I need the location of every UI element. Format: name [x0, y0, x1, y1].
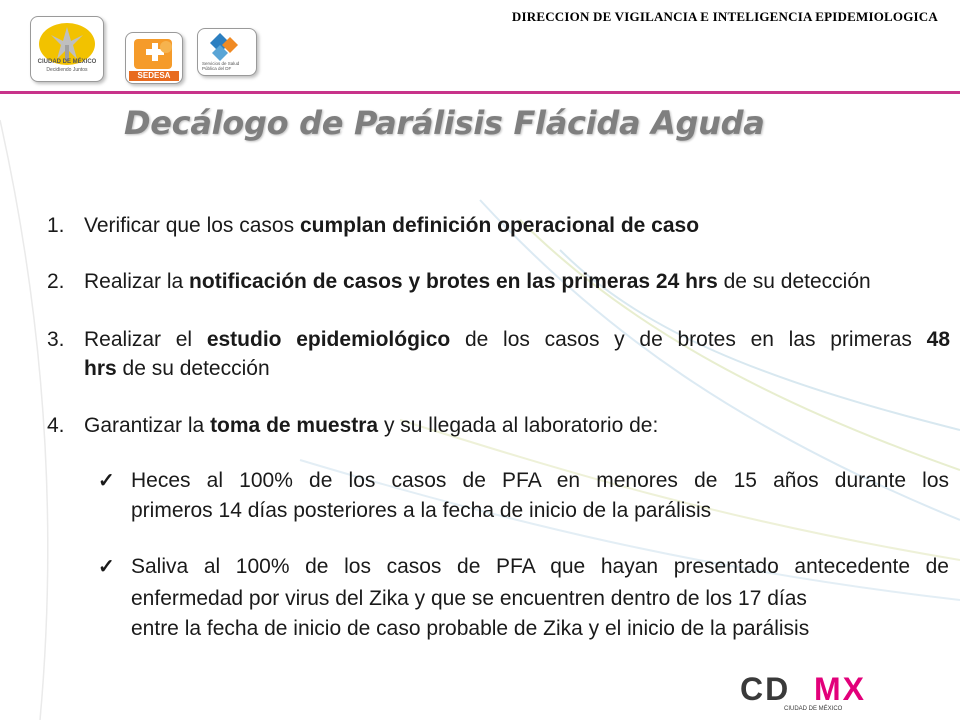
- item-number: 2.: [47, 270, 65, 293]
- health-cross-icon: [126, 33, 182, 73]
- subitem-2-line1: Saliva al 100% de los casos de PFA que hayan presentado antecedente de: [131, 555, 949, 578]
- item-text: Realizar la notificación de casos y brotes en las primeras 24 hrs de su detección: [84, 270, 871, 293]
- item-number: 3.: [47, 328, 65, 351]
- item-text: Garantizar la toma de muestra y su llegada al laboratorio de:: [84, 414, 659, 437]
- public-health-services-logo: [197, 28, 257, 76]
- subitem-2-line3: entre la fecha de inicio de caso probable de Zika y el inicio de la parálisis: [131, 617, 810, 640]
- org-title: DIRECCION DE VIGILANCIA E INTELIGENCIA EPIDEMIOLOGICA: [511, 9, 938, 24]
- ssp-logo-name: Servicios de Salud Pública del DF: [202, 61, 240, 71]
- checkmark-icon: ✓: [98, 556, 115, 578]
- diamond-emblem-icon: [198, 29, 256, 63]
- subitem-1-line1: Heces al 100% de los casos de PFA en menores de 15 años durante los: [131, 469, 949, 492]
- cdmx-logo-name: CIUDAD DE MÉXICO: [37, 59, 97, 65]
- svg-text:CD: CD: [740, 672, 791, 707]
- cdmx-logo-tagline: Decidiendo Juntos: [46, 67, 88, 73]
- svg-text:MX: MX: [814, 672, 866, 707]
- cdmx-brand-logo: [740, 672, 912, 712]
- subitem-1-line2: primeros 14 días posteriores a la fecha de inicio de la parálisis: [131, 499, 712, 522]
- subitem-2-line2: enfermedad por virus del Zika y que se encuentren dentro de los 17 días: [131, 587, 807, 610]
- sedesa-label: SEDESA: [129, 71, 179, 81]
- sedesa-logo: [125, 32, 183, 84]
- item-number: 4.: [47, 414, 65, 437]
- item-number: 1.: [47, 214, 65, 237]
- cdmx-government-logo: [30, 16, 104, 82]
- slide-title: Decálogo de Parálisis Flácida Aguda: [124, 104, 765, 142]
- item-text: Verificar que los casos cumplan definición operacional de caso: [84, 214, 700, 237]
- header-divider: [0, 91, 960, 94]
- item-text-line1: Realizar el estudio epidemiológico de los casos y de brotes en las primeras 48: [84, 328, 950, 351]
- cdmx-brand-caption: CIUDAD DE MÉXICO: [784, 706, 843, 712]
- checkmark-icon: ✓: [98, 470, 115, 492]
- item-text-line2: hrs de su detección: [84, 357, 270, 380]
